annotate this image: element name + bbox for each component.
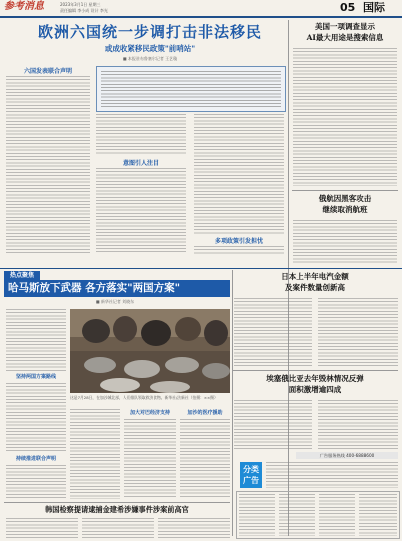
lead-intro-text: [101, 71, 281, 107]
lead-subhead-3: 多项政策引发担忧: [214, 238, 263, 244]
classified-tag-line1: 分类: [243, 465, 259, 474]
gaza-photo: [70, 309, 230, 393]
classified-hotline: 广告服务热线 400-6888600: [319, 453, 375, 458]
lead-headline: 欧洲六国统一步调打击非法移民: [37, 23, 262, 41]
masthead-rule: [0, 16, 402, 18]
masthead-date: 2023年3月1日 星期三: [60, 2, 101, 7]
lead-col2-text-b: [96, 168, 186, 254]
lead-subhead-1: 六国发表联合声明: [23, 68, 72, 74]
masthead-logo: 参考消息: [4, 1, 44, 12]
gaza-col1-text-c: [6, 465, 66, 499]
classified-intro: [266, 462, 398, 488]
lead-intro-box: [96, 66, 286, 112]
lead-subhead-2: 意图引人注目: [122, 160, 159, 166]
lead-col2-text-a: [96, 114, 186, 154]
korea-text-c: [158, 518, 230, 538]
korea-top-rule: [4, 502, 230, 503]
right-japan-title-1: 日本上半年电汽金额: [281, 272, 349, 281]
right-eth-title-2: 面积激增逾四成: [288, 385, 342, 394]
right-mid-text: [293, 220, 397, 264]
lead-col3-text-b: [194, 246, 284, 254]
right-eth-text-a: [234, 400, 312, 450]
gaza-photo-image: [70, 309, 230, 393]
masthead: [0, 0, 402, 16]
lead-subtitle: 或成收紧移民政策"前哨站": [104, 44, 196, 53]
section-rule-mid: [0, 268, 402, 269]
gaza-col4-text: [180, 419, 230, 499]
gaza-col1-text-b: [6, 383, 66, 453]
right-top-title-1: 美国一项调查显示: [315, 22, 375, 31]
classified-col-2: [279, 494, 315, 536]
gaza-col3-text: [124, 419, 176, 499]
right-eth-text-b: [318, 400, 398, 450]
gaza-subhead-1: 坚持两国方案路线: [15, 374, 56, 380]
right-mid-title-2: 继续取消航班: [322, 205, 368, 214]
gaza-subhead-2: 加大对巴经济支持: [129, 410, 170, 416]
right-mid-title-1: 俄航因黑客攻击: [318, 194, 372, 203]
classified-tag-line2: 广告: [243, 476, 259, 485]
classified-grid: [236, 491, 400, 539]
gaza-byline: ■ 新华社记者 刘晓东: [95, 299, 135, 304]
section-number: 05: [340, 1, 356, 14]
lead-col3-text-a: [194, 114, 284, 234]
gaza-right-divider: [232, 270, 233, 536]
gaza-kicker-bar: [4, 271, 40, 280]
section-name: 国际: [363, 1, 385, 14]
classified-col-1: [239, 494, 275, 536]
right-top-text: [293, 48, 397, 186]
right-top-title-2: AI最大用途是搜索信息: [306, 33, 384, 42]
gaza-title-band: [4, 280, 230, 297]
gaza-col1-text-a: [6, 309, 66, 371]
korea-text-b: [82, 518, 154, 538]
gaza-headline: 哈马斯放下武器 各方落实"两国方案": [8, 282, 181, 294]
right-eth-title-1: 埃塞俄比亚去年毁林情况反弹: [266, 374, 364, 383]
right-divider-2: [232, 370, 398, 371]
gaza-side-subhead: 加沙的医疗援助: [187, 410, 223, 416]
gaza-subhead-3: 持续推进联合声明: [15, 456, 56, 462]
korea-headline: 韩国检察提请逮捕金建希涉嫌事件涉案前高官: [45, 505, 189, 514]
gaza-photo-caption: 这是7月28日，在加沙城北部，人们排队领取救济食物。新华社/法新社（拍摄：××摄）: [70, 395, 218, 400]
classified-tag: [240, 462, 262, 488]
classified-header: [296, 452, 398, 459]
classified-col-3: [319, 494, 355, 536]
gaza-col2-text-a: [70, 409, 120, 499]
classified-col-4: [359, 494, 397, 536]
right-japan-text-a: [234, 298, 312, 366]
right-japan-title-2: 及案件数量创新高: [285, 283, 345, 292]
masthead-editor: 责任编辑 李小成 设计 李光: [60, 8, 108, 13]
right-divider-1: [292, 190, 398, 191]
lead-byline: ■ 本报驻布鲁塞尔记者 王艺璇: [122, 56, 178, 61]
gaza-kicker: 热点聚焦: [9, 272, 34, 279]
lead-col1-text: [6, 76, 90, 254]
right-japan-text-b: [318, 298, 398, 366]
korea-text-a: [6, 518, 78, 538]
